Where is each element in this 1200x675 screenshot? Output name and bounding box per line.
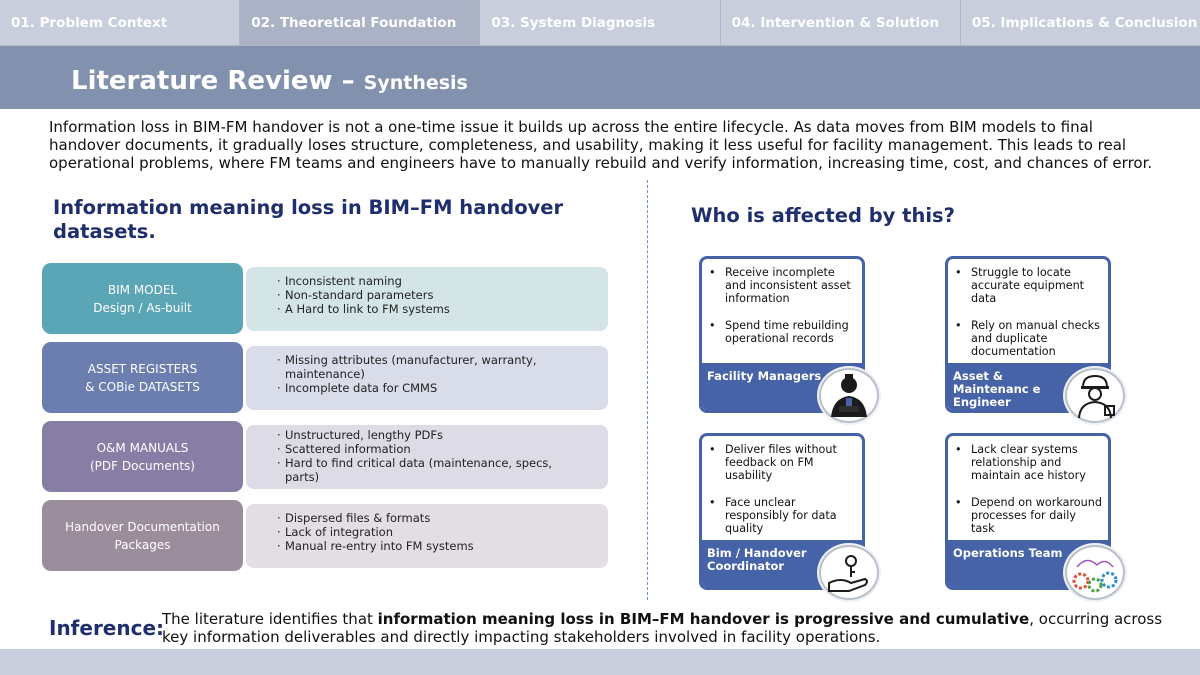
section-tabs — [0, 0, 1200, 46]
row-panel-handover-docs — [246, 504, 608, 568]
page-title-main: Literature Review – — [71, 66, 355, 96]
intro-paragraph: Information loss in BIM-FM handover is not a one-time issue it builds up across the entire lifecycle. As data moves from BIM models to final handover documents, it gradually loses structure, completeness, and usability, making it less useful for facility management. This leads to real operational problems, where FM teams and engineers have to manually rebuild and verify information, increasing time, cost, and chances of error. — [49, 118, 1153, 172]
tab-problem-context[interactable]: 01. Problem Context — [0, 0, 240, 46]
row-label-line1: BIM MODEL — [107, 282, 178, 297]
row-label-line1: Handover Documentation — [65, 519, 220, 534]
list-item: · Missing attributes (manufacturer, warranty, maintenance) — [277, 353, 588, 381]
list-item: · A Hard to link to FM systems — [277, 302, 588, 316]
row-panel-bim-model — [246, 267, 608, 331]
inference-text-start: The literature identifies that — [162, 610, 378, 628]
list-item: · Dispersed files & formats — [277, 511, 588, 525]
handover-keys-icon — [819, 545, 879, 600]
inference-label: Inference: — [49, 616, 165, 640]
list-item: • Spend time rebuilding operational records — [709, 319, 856, 345]
list-item: · Hard to find critical data (maintenance, specs, parts) — [277, 456, 588, 484]
list-item: • Struggle to locate accurate equipment data — [955, 266, 1102, 305]
list-item: • Deliver files without feedback on FM usability — [709, 443, 856, 482]
row-label-asset-registers — [42, 342, 243, 413]
row-label-line2: & COBie DATASETS — [85, 379, 200, 394]
page-title — [71, 66, 468, 96]
engineer-icon — [1065, 368, 1125, 423]
list-item: · Non-standard parameters — [277, 288, 588, 302]
inference-text-end: , occurring across key information deliverables and directly impacting stakeholders involved in facility operations. — [162, 610, 1163, 646]
list-item: • Receive incomplete and inconsistent asset information — [709, 266, 856, 305]
row-label-bim-model — [42, 263, 243, 334]
row-label-line1: ASSET REGISTERS — [87, 361, 198, 376]
facility-manager-icon — [819, 368, 879, 423]
gears-icon — [1065, 545, 1125, 600]
inference-text — [162, 610, 1172, 646]
row-label-line2: Design / As-built — [93, 300, 192, 315]
page-title-sub: Synthesis — [363, 72, 468, 94]
list-item: · Incomplete data for CMMS — [277, 381, 588, 395]
tab-intervention-solution[interactable]: 04. Intervention & Solution — [721, 0, 961, 46]
card-role-label: Bim / Handover Coordinator — [702, 540, 862, 587]
list-item: • Rely on manual checks and duplicate documentation — [955, 319, 1102, 358]
card-role-label: Operations Team — [948, 540, 1108, 587]
row-label-om-manuals — [42, 421, 243, 492]
right-section-heading: Who is affected by this? — [691, 204, 955, 227]
title-banner — [0, 46, 1200, 109]
list-item: · Scattered information — [277, 442, 588, 456]
row-label-line2: (PDF Documents) — [90, 458, 195, 473]
card-role-label: Asset & Maintenanc e Engineer — [948, 363, 1108, 410]
tab-theoretical-foundation[interactable]: 02. Theoretical Foundation — [240, 0, 480, 46]
row-label-handover-docs — [42, 500, 243, 571]
row-panel-om-manuals — [246, 425, 608, 489]
inference-text-emphasis: information meaning loss in BIM–FM handover is progressive and cumulative — [377, 610, 1030, 628]
column-divider — [647, 180, 648, 600]
tab-implications-conclusion[interactable]: 05. Implications & Conclusion — [961, 0, 1200, 46]
list-item: • Face unclear responsibly for data quality — [709, 496, 856, 535]
footer-bar — [0, 649, 1200, 675]
list-item: • Depend on workaround processes for daily task — [955, 496, 1102, 535]
tab-system-diagnosis[interactable]: 03. System Diagnosis — [480, 0, 720, 46]
list-item: · Lack of integration — [277, 525, 588, 539]
row-label-line2: Packages — [114, 537, 171, 552]
row-label-line1: O&M MANUALS — [96, 440, 189, 455]
left-section-heading: Information meaning loss in BIM–FM handover datasets. — [53, 196, 564, 243]
list-item: · Manual re-entry into FM systems — [277, 539, 588, 553]
card-role-label: Facility Managers — [702, 363, 862, 410]
list-item: • Lack clear systems relationship and maintain ace history — [955, 443, 1102, 482]
list-item: · Unstructured, lengthy PDFs — [277, 428, 588, 442]
list-item: · Inconsistent naming — [277, 274, 588, 288]
row-panel-asset-registers — [246, 346, 608, 410]
